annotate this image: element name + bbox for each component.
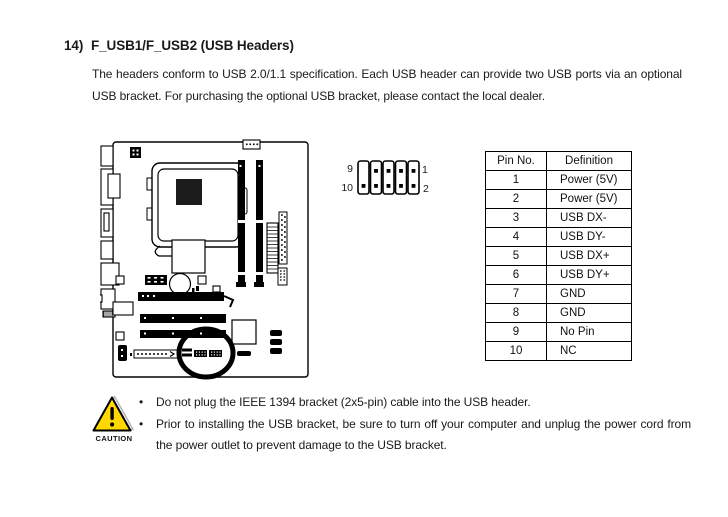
table-row [486, 228, 632, 247]
caution-list [139, 392, 691, 457]
caution-item [139, 392, 691, 414]
table-row [486, 266, 632, 285]
pin-no: 9 [486, 323, 547, 342]
pin-no: 3 [486, 209, 547, 228]
pin-definition: USB DX- [547, 209, 632, 228]
table-row [486, 323, 632, 342]
pin-definition: No Pin [547, 323, 632, 342]
pin-definition: USB DY- [547, 228, 632, 247]
pin-no: 2 [486, 190, 547, 209]
bullet-icon: • [139, 395, 144, 409]
battery [170, 274, 191, 295]
col-header-definition: Definition [547, 152, 632, 171]
pin-definition: Power (5V) [547, 171, 632, 190]
table-row [486, 304, 632, 323]
table-row [486, 285, 632, 304]
col-header-pin-no: Pin No. [486, 152, 547, 171]
ide-connector [267, 223, 278, 273]
atx-power-connector [279, 212, 287, 264]
motherboard-diagram [100, 134, 315, 382]
pin-no: 7 [486, 285, 547, 304]
pin-definition-table [485, 151, 632, 361]
pin-no: 1 [486, 171, 547, 190]
pin-definition: NC [547, 342, 632, 361]
fan-header [243, 140, 260, 149]
jumper [192, 288, 195, 293]
header-block [145, 275, 167, 285]
chipset [172, 240, 205, 273]
fdd-connector [278, 268, 287, 285]
pin-no: 4 [486, 228, 547, 247]
table-row [486, 190, 632, 209]
table-row [486, 247, 632, 266]
pin-no: 6 [486, 266, 547, 285]
caution-text: Prior to installing the USB bracket, be sure to turn off your computer and unplug the power cord from the power outlet to prevent damage to the USB bracket. [156, 416, 691, 452]
power-connector-4pin [130, 147, 141, 158]
warning-triangle-icon [90, 394, 134, 434]
pin-definition: USB DX+ [547, 247, 632, 266]
table-row [486, 209, 632, 228]
pin-definition: GND [547, 285, 632, 304]
pin-label-9: 9 [347, 163, 353, 175]
caution-text: Do not plug the IEEE 1394 bracket (2x5-pin) cable into the USB header. [156, 395, 531, 409]
section-title: F_USB1/F_USB2 (USB Headers) [91, 38, 294, 53]
caution-label: CAUTION [95, 434, 133, 443]
caution-block [90, 394, 138, 443]
pin-no: 5 [486, 247, 547, 266]
section-heading [64, 38, 294, 53]
pin-no: 8 [486, 304, 547, 323]
pin-no: 10 [486, 342, 547, 361]
io-chip [232, 320, 256, 344]
pin-definition: Power (5V) [547, 190, 632, 209]
pin-label-10: 10 [341, 182, 353, 194]
section-number: 14) [64, 38, 84, 53]
caution-item [139, 414, 691, 457]
bullet-icon: • [139, 416, 144, 431]
pin-label-1: 1 [422, 164, 428, 176]
pin-definition: GND [547, 304, 632, 323]
table-row [486, 171, 632, 190]
sata-connectors [270, 330, 282, 354]
section-body-text: The headers conform to USB 2.0/1.1 specification. Each USB header can provide two USB ports via an optional USB bracket. For purchasing the optional USB bracket, please contact the local dealer. [92, 67, 682, 103]
pin-label-2: 2 [423, 183, 429, 195]
usb-pin-header-diagram [334, 146, 436, 200]
table-row [486, 342, 632, 361]
pin-definition: USB DY+ [547, 266, 632, 285]
table-header-row [486, 152, 632, 171]
